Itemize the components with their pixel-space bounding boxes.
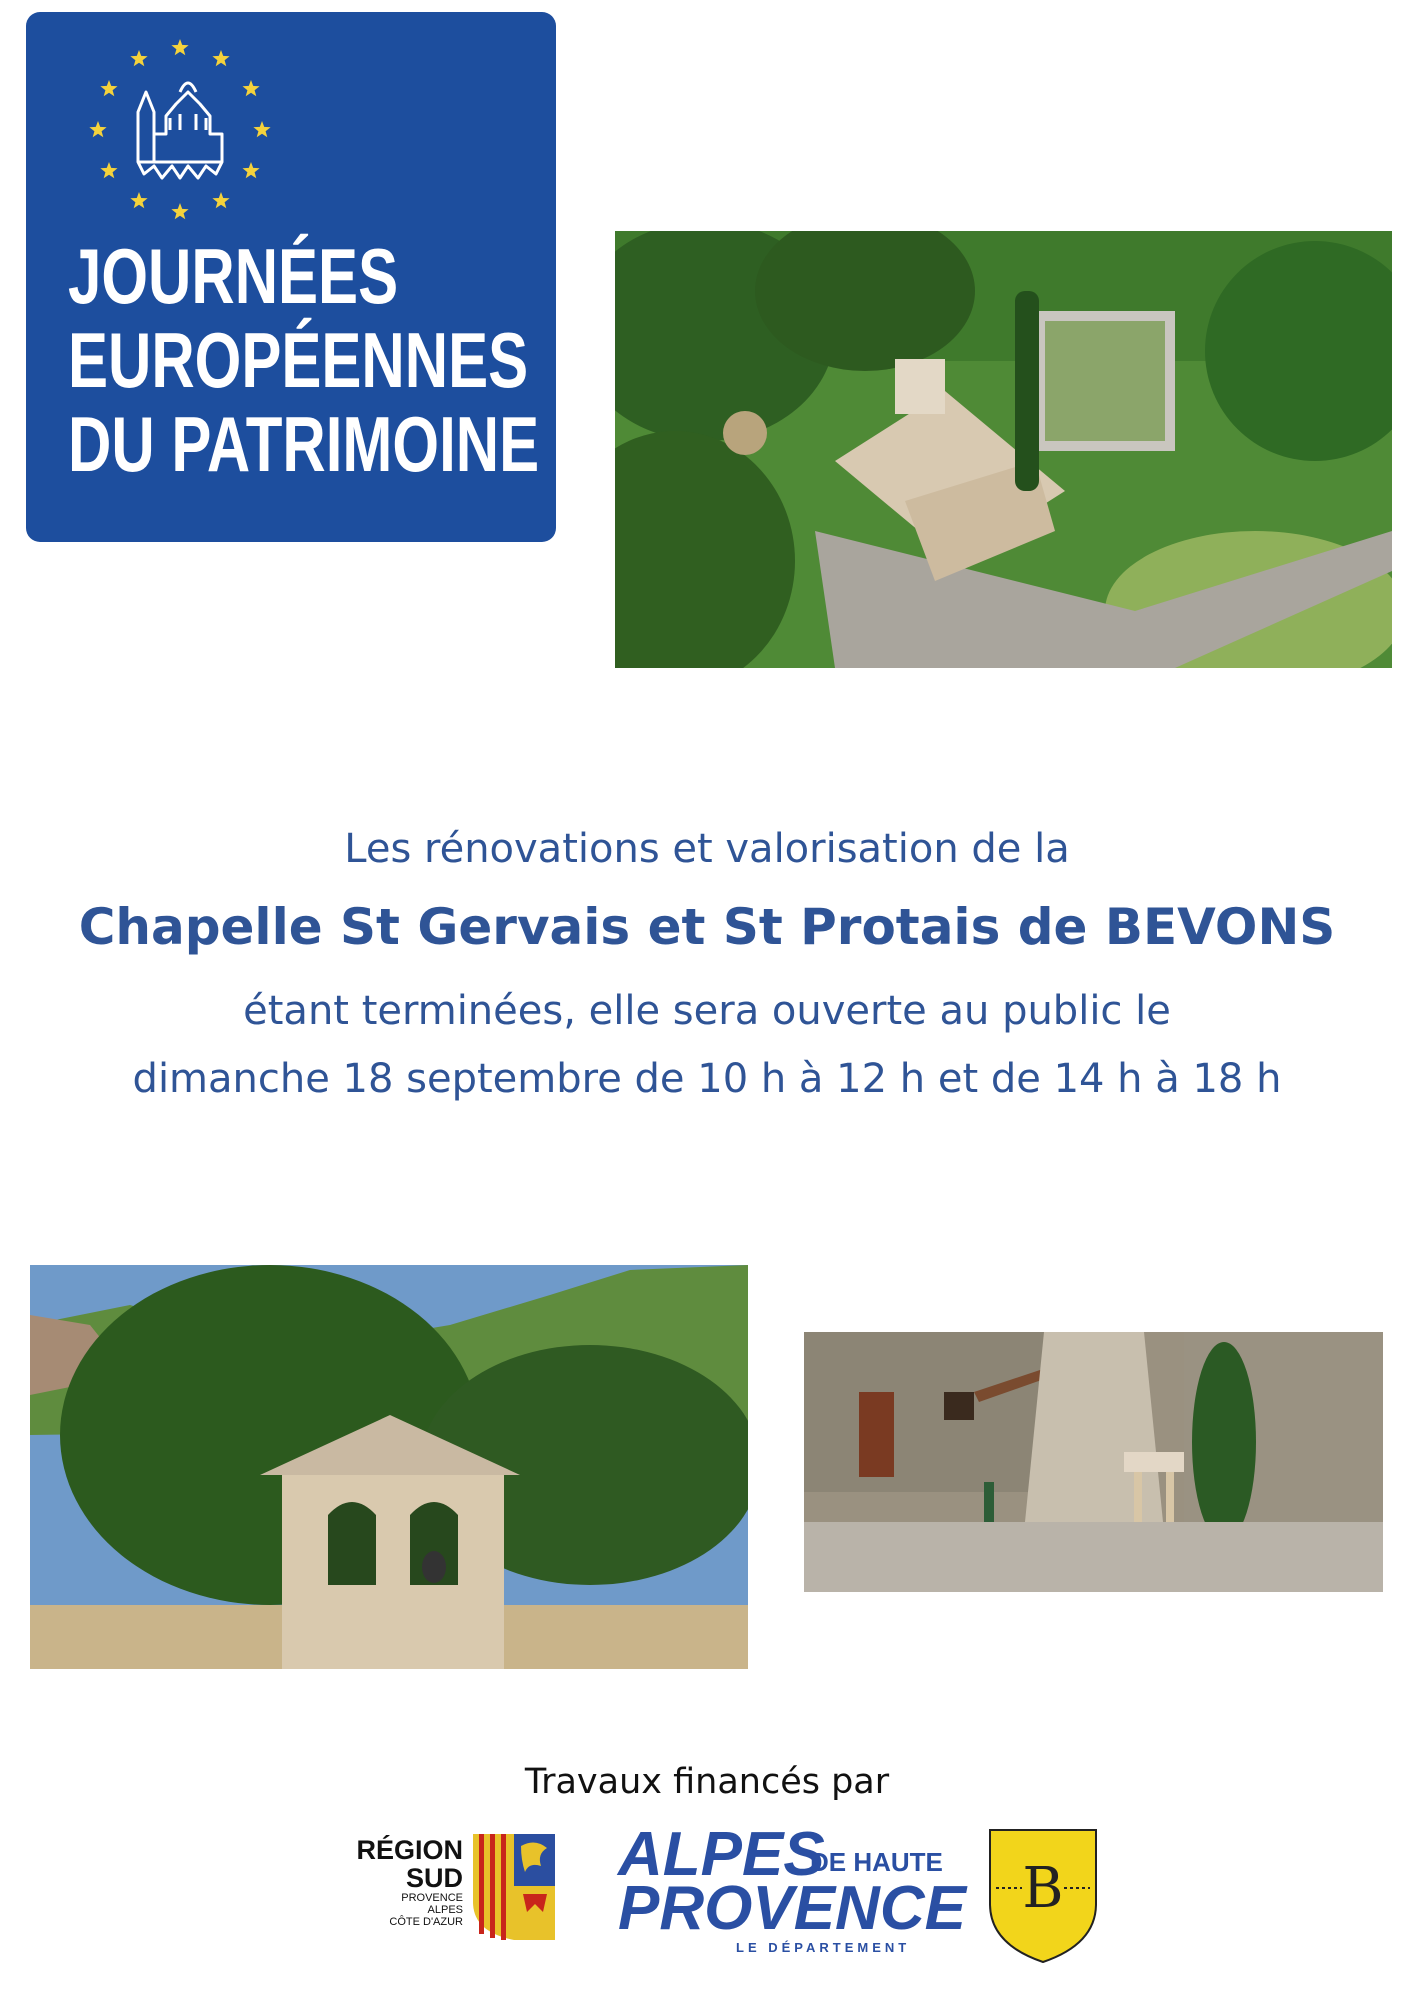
region-sud-coat-of-arms-icon: [471, 1832, 557, 1942]
courtyard-pump-photo: [804, 1332, 1383, 1592]
jep-star-icon: [130, 192, 147, 208]
ahp-word-provence: PROVENCE: [618, 1874, 966, 1943]
funded-by-label: Travaux financés par: [524, 1762, 890, 1802]
bell-tower-photo: [30, 1265, 748, 1669]
announcement-line-2: étant terminées, elle sera ouverte au public le: [243, 988, 1171, 1034]
bevons-initial: B: [1022, 1856, 1064, 1921]
jep-star-icon: [130, 50, 147, 66]
ahp-tagline: LE DÉPARTEMENT: [736, 1940, 911, 1955]
bevons-coat-of-arms: [986, 1826, 1100, 1966]
aerial-chapel-photo: [615, 231, 1392, 668]
jep-star-icon: [212, 192, 229, 208]
jep-star-icon: [243, 80, 260, 96]
region-sud-logo: [345, 1822, 565, 1952]
ahp-word-alpes: ALPES: [618, 1820, 825, 1889]
chapel-title: Chapelle St Gervais et St Protais de BEVONS: [78, 898, 1336, 956]
jep-star-icon: [100, 80, 117, 96]
ahp-word-de-haute: DE HAUTE: [810, 1847, 943, 1877]
jep-star-icon: [171, 203, 188, 219]
jep-star-icon: [89, 121, 106, 137]
announcement-line-1: Les rénovations et valorisation de la: [344, 826, 1070, 872]
alpes-de-haute-provence-logo: [618, 1820, 966, 1955]
region-sud-sub-2: ALPES: [427, 1904, 463, 1916]
jep-title-line-2: EUROPÉENNES: [68, 316, 529, 404]
jep-logo: [26, 12, 556, 542]
jep-star-icon: [212, 50, 229, 66]
jep-emblem-icon: [76, 34, 276, 224]
jep-star-icon: [243, 162, 260, 178]
jep-star-icon: [253, 121, 270, 137]
jep-title-line-3: DU PATRIMOINE: [68, 400, 540, 488]
region-sud-sub-3: CÔTE D'AZUR: [389, 1916, 463, 1928]
announcement-schedule: dimanche 18 septembre de 10 h à 12 h et de 14 h à 18 h: [132, 1056, 1282, 1102]
jep-title-line-1: JOURNÉES: [68, 232, 399, 320]
jep-star-icon: [171, 39, 188, 55]
region-sud-sub-1: PROVENCE: [401, 1892, 463, 1904]
region-sud-line-1: RÉGION: [356, 1835, 463, 1865]
region-sud-line-2: SUD: [405, 1863, 463, 1893]
jep-star-icon: [100, 162, 117, 178]
